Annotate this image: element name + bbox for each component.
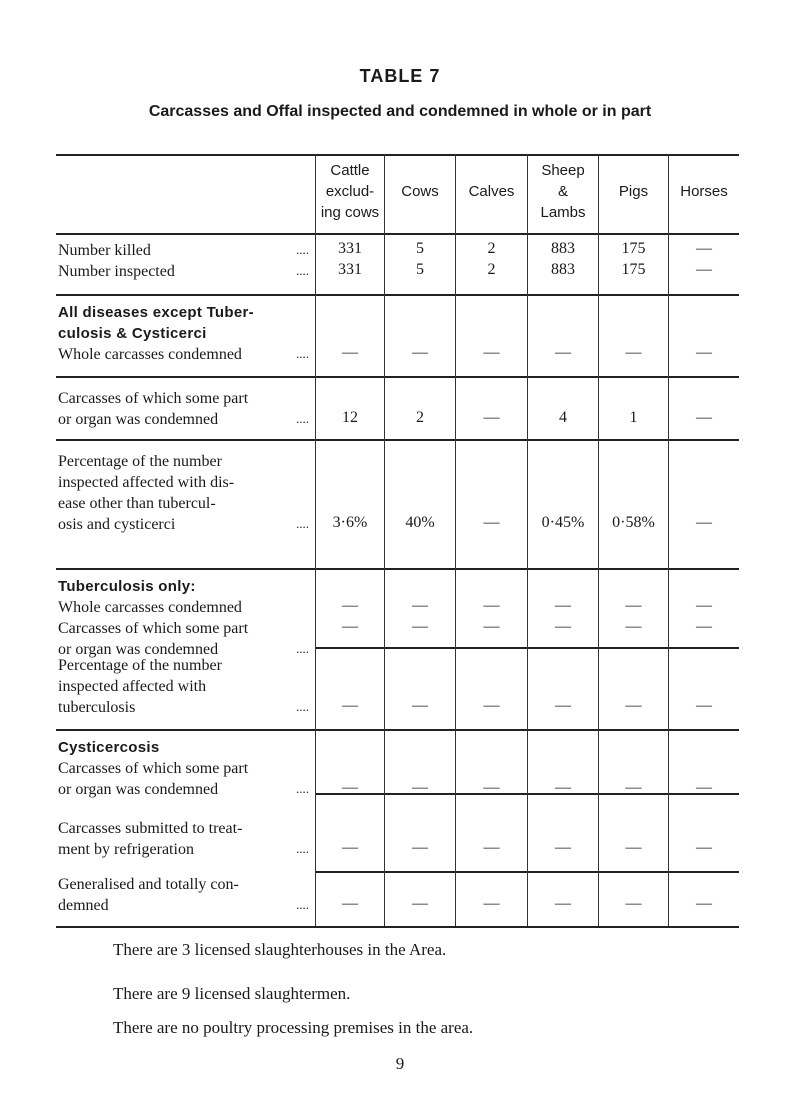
cell: —: [696, 895, 712, 912]
label-text: Generalised and totally con-: [58, 876, 239, 893]
cell: —: [412, 839, 428, 856]
label-text: Carcasses of which some part: [58, 760, 249, 777]
section-heading: Cysticercosis: [58, 739, 160, 756]
cell: —: [342, 597, 358, 614]
cell: —: [483, 697, 500, 714]
rule-header: [56, 233, 739, 235]
rule-2: [56, 376, 739, 378]
cell: —: [696, 839, 712, 856]
row-label-tuberculosis: [58, 576, 313, 660]
row-label-refrigeration: [58, 818, 313, 860]
cell: —: [555, 839, 571, 856]
header-calves: Calves: [468, 183, 515, 200]
header-sheep-line: Sheep: [541, 162, 585, 179]
cell: —: [342, 618, 358, 635]
cell: 3·6%: [332, 514, 368, 531]
header-sheep-line: &: [557, 183, 568, 200]
cell: —: [342, 697, 358, 714]
page-number: 9: [395, 1054, 405, 1073]
table-subtitle: Carcasses and Offal inspected and condemned in whole or in part: [148, 103, 652, 120]
cell: —: [412, 779, 428, 796]
cell: —: [696, 597, 712, 614]
row-label-generalised: [58, 874, 313, 916]
cell: —: [342, 344, 358, 361]
label-text: Whole carcasses condemned: [58, 346, 242, 363]
cell: —: [555, 344, 571, 361]
header-horses: Horses: [680, 183, 728, 200]
row-label-tb-pct: [58, 655, 313, 718]
rule-top: [56, 154, 739, 156]
cell: —: [483, 839, 500, 856]
cell: —: [342, 895, 358, 912]
label-text: osis and cysticerci: [58, 516, 176, 533]
cell: —: [483, 409, 500, 426]
header-cattle-line: Cattle: [330, 162, 370, 179]
header-sheep: [528, 160, 598, 223]
header-cattle-line: ing cows: [320, 204, 380, 221]
label-text: Percentage of the number: [58, 657, 222, 674]
leader-dots: ....: [296, 781, 309, 796]
label-text: ease other than tubercul-: [58, 495, 216, 512]
cell: —: [412, 618, 428, 635]
cell: 331: [338, 261, 362, 278]
cell: 40%: [405, 514, 435, 531]
cell: —: [696, 409, 712, 426]
rule-3: [56, 439, 739, 441]
row-label-all-part: [58, 388, 313, 430]
label-text: Carcasses of which some part: [58, 620, 249, 637]
footnote-slaughtermen: There are 9 licensed slaughtermen.: [113, 984, 351, 1003]
label-text: tuberculosis: [58, 699, 136, 716]
leader-dots: ....: [296, 841, 309, 856]
leader-dots: ....: [296, 346, 309, 361]
label-text: Percentage of the number: [58, 453, 222, 470]
rule-bottom: [56, 926, 739, 928]
cell: —: [483, 344, 500, 361]
row-label-all-pct: [58, 451, 313, 535]
cell: —: [625, 839, 642, 856]
leader-dots: ....: [296, 641, 309, 656]
label-text: or organ was condemned: [58, 641, 219, 658]
table-title: TABLE 7: [359, 66, 441, 86]
row-label-all-diseases: [58, 302, 313, 365]
cell: —: [555, 597, 571, 614]
label-text: or organ was condemned: [58, 781, 219, 798]
cell: —: [696, 514, 712, 531]
leader-dots: ....: [296, 897, 309, 912]
cell: —: [412, 597, 428, 614]
rule-4: [56, 568, 739, 570]
cell: 331: [338, 240, 362, 257]
row-label-cysticercosis: [58, 737, 313, 800]
cell: —: [342, 779, 358, 796]
cell: 175: [621, 261, 646, 278]
leader-dots: ....: [296, 699, 309, 714]
header-cattle-line: exclud-: [325, 183, 375, 200]
cell: —: [342, 839, 358, 856]
cell: —: [483, 597, 500, 614]
label-text: ment by refrigeration: [58, 841, 194, 858]
label-text: Whole carcasses condemned: [58, 599, 242, 616]
label-text: demned: [58, 897, 109, 914]
leader-dots: ....: [296, 263, 309, 278]
footnote-poultry: There are no poultry processing premises in the area.: [113, 1018, 474, 1037]
rule-6: [56, 729, 739, 731]
cell: —: [696, 261, 712, 278]
row-label-killed: [58, 240, 313, 282]
label-text: or organ was condemned: [58, 411, 219, 428]
cell: —: [483, 895, 500, 912]
label-text: Carcasses of which some part: [58, 390, 249, 407]
rule-1: [56, 294, 739, 296]
header-sheep-line: Lambs: [540, 204, 586, 221]
cell: 175: [621, 240, 646, 257]
leader-dots: ....: [296, 242, 309, 257]
cell: —: [555, 697, 571, 714]
cell: —: [696, 344, 712, 361]
header-cows: Cows: [401, 183, 439, 200]
cell: 0·45%: [541, 514, 585, 531]
cell: 0·58%: [612, 514, 655, 531]
cell: —: [555, 779, 571, 796]
cell: —: [625, 344, 642, 361]
cell: 12: [342, 409, 358, 426]
cell: —: [696, 697, 712, 714]
cell: —: [483, 618, 500, 635]
cell: —: [412, 697, 428, 714]
cell: —: [625, 597, 642, 614]
header-pigs: Pigs: [618, 183, 649, 200]
label-text: inspected affected with dis-: [58, 474, 235, 491]
footnote-slaughterhouses: There are 3 licensed slaughterhouses in the Area.: [113, 940, 447, 959]
cell: —: [625, 895, 642, 912]
label-text: Carcasses submitted to treat-: [58, 820, 243, 837]
header-cattle: [316, 160, 384, 223]
cell: —: [412, 344, 428, 361]
section-heading: Tuberculosis only:: [58, 578, 196, 595]
label-text: Number inspected: [58, 263, 175, 280]
label-text: inspected affected with: [58, 678, 207, 695]
cell: 5: [416, 261, 424, 278]
cell: 5: [416, 240, 424, 257]
cell: —: [625, 779, 642, 796]
cell: —: [696, 779, 712, 796]
leader-dots: ....: [296, 411, 309, 426]
cell: —: [625, 697, 642, 714]
cell: —: [483, 779, 500, 796]
cell: —: [625, 618, 642, 635]
cell: —: [696, 240, 712, 257]
cell: —: [555, 618, 571, 635]
section-heading: culosis & Cysticerci: [58, 325, 207, 342]
cell: —: [483, 514, 500, 531]
cell: 2: [487, 240, 496, 257]
cell: 883: [551, 261, 575, 278]
cell: —: [696, 618, 712, 635]
cell: 883: [551, 240, 575, 257]
label-text: Number killed: [58, 242, 151, 259]
cell: —: [555, 895, 571, 912]
cell: —: [412, 895, 428, 912]
leader-dots: ....: [296, 516, 309, 531]
section-heading: All diseases except Tuber-: [58, 304, 254, 321]
cell: 4: [559, 409, 567, 426]
cell: 1: [629, 409, 638, 426]
cell: 2: [416, 409, 424, 426]
cell: 2: [487, 261, 496, 278]
